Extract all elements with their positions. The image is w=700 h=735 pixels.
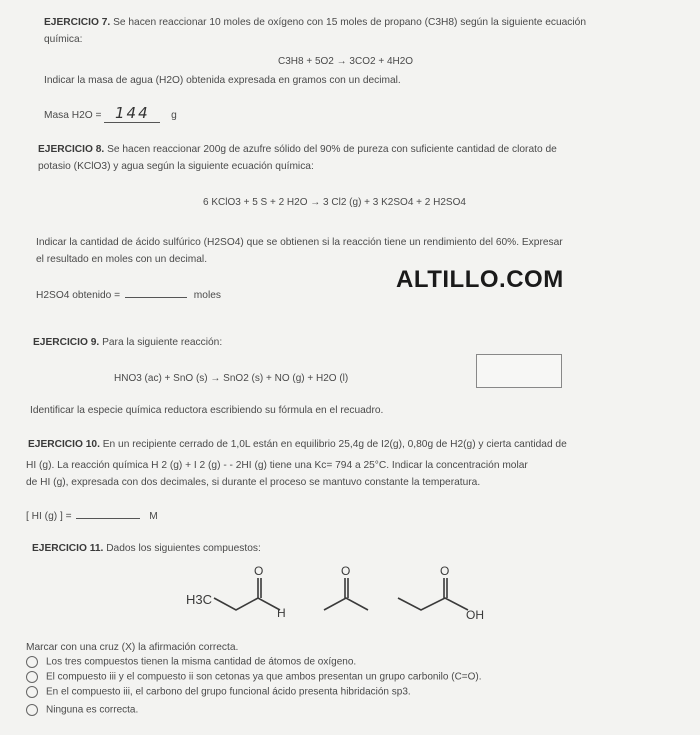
ex8-question1: Indicar la cantidad de ácido sulfúrico (H2SO4) que se obtienen si la reacción tiene un rendimiento del 60%. Expresar — [36, 237, 563, 248]
ex7-answer-unit: g — [171, 110, 177, 121]
ex7-title: EJERCICIO 7. — [44, 17, 111, 28]
compound-i-carbonyl — [258, 578, 261, 598]
ex7-equation: C3H8 + 5O2 → 3CO2 + 4H2O — [278, 56, 414, 67]
ex8-title: EJERCICIO 8. — [38, 144, 105, 155]
radio-circle-icon[interactable] — [26, 671, 38, 683]
ex11-title: EJERCICIO 11. — [32, 543, 104, 554]
option-4[interactable] — [26, 704, 138, 716]
option-2[interactable] — [26, 671, 482, 683]
label-o1: O — [254, 564, 264, 578]
option-3[interactable] — [26, 686, 411, 698]
option-3-text: En el compuesto iii, el carbono del grupo funcional ácido presenta hibridación sp3. — [46, 686, 411, 698]
ex8-text2: potasio (KClO3) y agua según la siguiente ecuación química: — [38, 161, 314, 172]
ex9-title: EJERCICIO 9. — [33, 337, 100, 348]
label-o3: O — [440, 564, 450, 578]
label-h3c: H3C — [186, 592, 213, 607]
ex7-handwritten-answer: 144 — [115, 104, 150, 122]
ex10-answer-label: [ HI (g) ] = — [26, 511, 72, 522]
ex8-answer-unit: moles — [193, 290, 221, 301]
ex7-text1: Se hacen reaccionar 10 moles de oxígeno con 15 moles de propano (C3H8) según la siguiente ecuación — [113, 17, 586, 28]
ex10-title: EJERCICIO 10. — [28, 439, 100, 450]
label-o2: O — [341, 564, 351, 578]
option-1[interactable] — [26, 656, 356, 668]
ex9-text: Para la siguiente reacción: — [102, 337, 223, 348]
ex7-answer-label: Masa H2O = — [44, 110, 102, 121]
ex8-question2: el resultado en moles con un decimal. — [36, 254, 208, 265]
option-4-text: Ninguna es correcta. — [46, 704, 139, 716]
ex10-text2: HI (g). La reacción química H 2 (g) + I 2 (g) - - 2HI (g) tiene una Kc= 794 a 25°C. Indicar la concentración molar — [26, 460, 528, 471]
ex8-equation: 6 KClO3 + 5 S + 2 H2O → 3 Cl2 (g) + 3 K2SO4 + 2 H2SO4 — [203, 197, 466, 208]
ex7-question: Indicar la masa de agua (H2O) obtenida expresada en gramos con un decimal. — [44, 75, 401, 86]
ex9-question: Identificar la especie química reductora escribiendo su fórmula en el recuadro. — [30, 405, 384, 416]
label-oh: OH — [466, 608, 484, 622]
ex7-text2: química: — [44, 34, 83, 45]
watermark-logo: ALTILLO.COM — [396, 266, 564, 293]
ex9-equation: HNO3 (ac) + SnO (s) → SnO2 (s) + NO (g) + H2O (l) — [114, 373, 349, 384]
ex11-instruction: Marcar con una cruz (X) la afirmación correcta. — [26, 642, 239, 653]
compound-i-chain — [214, 598, 280, 610]
ex11-text: Dados los siguientes compuestos: — [106, 543, 261, 554]
compound-iii-carbonyl — [444, 578, 447, 598]
label-h: H — [277, 606, 286, 620]
ex10-text1: En un recipiente cerrado de 1,0L están en equilibrio 25,4g de I2(g), 0,80g de H2(g) y cierta cantidad de — [102, 439, 567, 450]
ex8-text1: Se hacen reaccionar 200g de azufre sólido del 90% de pureza con suficiente cantidad de clorato de — [107, 144, 557, 155]
compound-iii-chain — [398, 598, 468, 610]
radio-circle-icon[interactable] — [26, 686, 38, 698]
ex8-answer-label: H2SO4 obtenido = — [36, 290, 121, 301]
ex10-answer-unit: M — [149, 511, 158, 522]
option-2-text: El compuesto iii y el compuesto ii son cetonas ya que ambos presentan un grupo carbonilo (C=O). — [46, 671, 482, 683]
option-1-text: Los tres compuestos tienen la misma cantidad de átomos de oxígeno. — [46, 656, 357, 668]
compound-ii-carbonyl — [345, 578, 348, 598]
radio-circle-icon[interactable] — [26, 656, 38, 668]
compound-ii-chain — [324, 598, 368, 610]
radio-circle-icon[interactable] — [26, 704, 38, 716]
ex10-text3: de HI (g), expresada con dos decimales, si durante el proceso se mantuvo constante la temperatura. — [26, 477, 481, 488]
